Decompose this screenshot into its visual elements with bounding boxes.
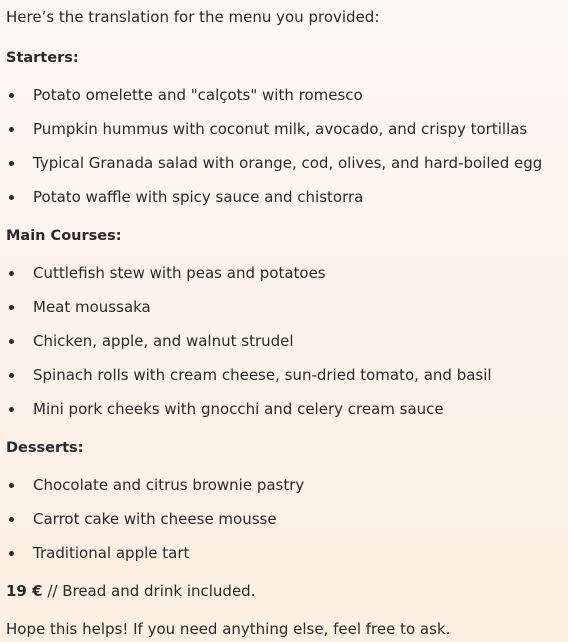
list-item: Potato waffle with spicy sauce and chistorra [33,188,364,206]
closing-text: Hope this helps! If you need anything else, feel free to ask. [6,620,451,638]
bullet [9,339,14,344]
list-item: Spinach rolls with cream cheese, sun-dried tomato, and basil [33,366,492,384]
bullet [9,517,14,522]
bullet [9,483,14,488]
list-item: Pumpkin hummus with coconut milk, avocado, and crispy tortillas [33,120,528,138]
bullet [9,195,14,200]
section-title-starters: Starters: [6,50,79,66]
list-item: Cuttlefish stew with peas and potatoes [33,264,326,282]
price-note: // Bread and drink included. [42,582,256,600]
intro-text: Here’s the translation for the menu you provided: [6,8,380,26]
bullet [9,305,14,310]
list-item: Mini pork cheeks with gnocchi and celery cream sauce [33,400,444,418]
bullet [9,271,14,276]
list-item: Potato omelette and "calçots" with romesco [33,86,363,104]
bullet [9,93,14,98]
list-item: Traditional apple tart [33,544,190,562]
bullet [9,161,14,166]
bullet [9,127,14,132]
price-amount: 19 € [6,582,43,600]
section-title-desserts: Desserts: [6,440,84,456]
list-item: Chocolate and citrus brownie pastry [33,476,305,494]
bullet [9,373,14,378]
list-item: Chicken, apple, and walnut strudel [33,332,294,350]
section-title-main-courses: Main Courses: [6,228,122,244]
list-item: Meat moussaka [33,298,151,316]
bullet [9,551,14,556]
list-item: Typical Granada salad with orange, cod, olives, and hard-boiled egg [33,154,543,172]
bullet [9,407,14,412]
price-line [6,581,255,601]
list-item: Carrot cake with cheese mousse [33,510,277,528]
